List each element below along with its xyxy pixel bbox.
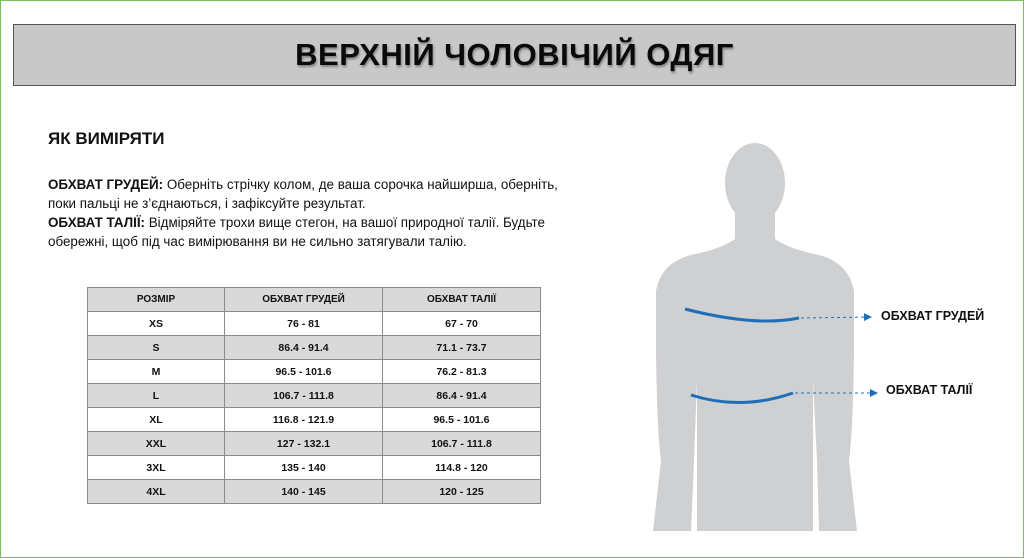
mannequin-illustration [631, 131, 1023, 556]
cell-chest: 116.8 - 121.9 [225, 408, 383, 432]
header-chest: ОБХВАТ ГРУДЕЙ [225, 288, 383, 312]
table-row [88, 312, 541, 336]
cell-waist: 76.2 - 81.3 [383, 360, 541, 384]
cell-chest: 106.7 - 111.8 [225, 384, 383, 408]
table-row [88, 408, 541, 432]
cell-size: 3XL [88, 456, 225, 480]
table-row [88, 384, 541, 408]
measure-instructions [48, 175, 588, 251]
chest-instruction-label: ОБХВАТ ГРУДЕЙ: [48, 177, 164, 192]
cell-size: S [88, 336, 225, 360]
cell-size: XL [88, 408, 225, 432]
cell-chest: 135 - 140 [225, 456, 383, 480]
waist-instruction [48, 213, 588, 251]
cell-chest: 96.5 - 101.6 [225, 360, 383, 384]
how-to-measure-heading: ЯК ВИМІРЯТИ [48, 129, 165, 148]
cell-waist: 106.7 - 111.8 [383, 432, 541, 456]
cell-size: M [88, 360, 225, 384]
cell-size: XXL [88, 432, 225, 456]
cell-waist: 120 - 125 [383, 480, 541, 504]
cell-chest: 127 - 132.1 [225, 432, 383, 456]
cell-chest: 86.4 - 91.4 [225, 336, 383, 360]
cell-waist: 86.4 - 91.4 [383, 384, 541, 408]
cell-size: 4XL [88, 480, 225, 504]
table-row [88, 456, 541, 480]
waist-instruction-text: Відміряйте трохи вище стегон, на вашої природної талії. Будьте обережні, щоб під час вимірювання ви не сильно затягували талію. [48, 215, 545, 249]
table-row [88, 336, 541, 360]
cell-waist: 71.1 - 73.7 [383, 336, 541, 360]
title-banner [13, 24, 1016, 86]
size-chart-table [87, 287, 541, 504]
page-title: ВЕРХНІЙ ЧОЛОВІЧИЙ ОДЯГ [295, 37, 734, 72]
cell-waist: 96.5 - 101.6 [383, 408, 541, 432]
cell-size: XS [88, 312, 225, 336]
cell-waist: 114.8 - 120 [383, 456, 541, 480]
waist-callout-label: ОБХВАТ ТАЛІЇ [886, 383, 973, 397]
cell-chest: 76 - 81 [225, 312, 383, 336]
table-row [88, 360, 541, 384]
mannequin-silhouette-icon [653, 143, 857, 531]
chest-instruction-text: Оберніть стрічку колом, де ваша сорочка найширша, оберніть, поки пальці не з’єднаються, і зафіксуйте результат. [48, 177, 558, 211]
table-row [88, 432, 541, 456]
header-size: РОЗМІР [88, 288, 225, 312]
cell-chest: 140 - 145 [225, 480, 383, 504]
table-row [88, 480, 541, 504]
header-waist: ОБХВАТ ТАЛІЇ [383, 288, 541, 312]
cell-waist: 67 - 70 [383, 312, 541, 336]
chest-instruction [48, 175, 588, 213]
cell-size: L [88, 384, 225, 408]
body-measurement-figure [631, 131, 1023, 556]
chest-callout-label: ОБХВАТ ГРУДЕЙ [881, 309, 985, 323]
waist-instruction-label: ОБХВАТ ТАЛІЇ: [48, 215, 145, 230]
table-header-row [88, 288, 541, 312]
